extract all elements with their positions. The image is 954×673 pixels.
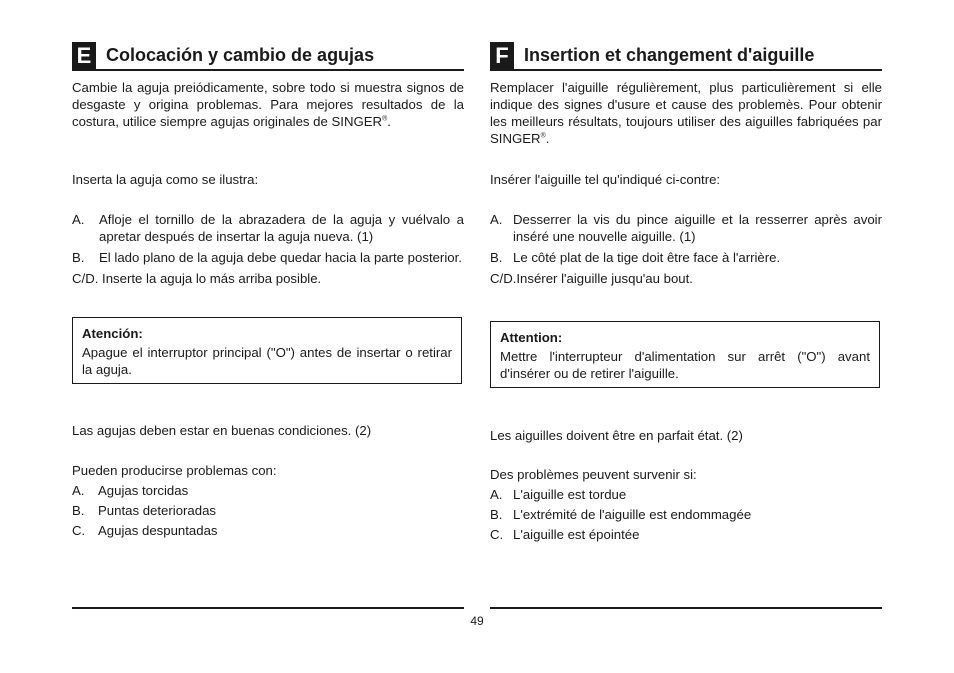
insert-instruction: Insérer l'aiguille tel qu'indiqué ci-contre:	[490, 172, 721, 187]
section-title: Insertion et changement d'aiguille	[524, 45, 815, 65]
notice-text: Apague el interruptor principal ("O") antes de insertar o retirar la aguja.	[82, 345, 452, 377]
language-badge: E	[72, 42, 96, 69]
page-number: 49	[470, 614, 484, 628]
intro-paragraph: Cambie la aguja preiódicamente, sobre todo si muestra signos de desgaste y origina problemas. Para mejores resultados de la costura, utilice siempre agujas originales de SINGER®.	[72, 80, 464, 129]
problems-section	[72, 462, 464, 539]
list-item: B. Puntas deterioradas	[72, 503, 217, 518]
problems-intro: Des problèmes peuvent survenir si:	[490, 467, 697, 482]
list-item: C. Agujas despuntadas	[72, 523, 218, 538]
section-title: Colocación y cambio de agujas	[106, 45, 375, 65]
list-item: A. Desserrer la vis du pince aiguille et la resserrer après avoir inséré une nouvelle aiguille. (1)	[490, 212, 882, 244]
language-badge: F	[490, 42, 514, 69]
problems-section	[490, 466, 882, 543]
section-french	[490, 42, 882, 542]
step-cd: C/D. Inserte la aguja lo más arriba posible.	[72, 271, 322, 286]
condition-line: Les aiguilles doivent être en parfait état. (2)	[490, 428, 743, 443]
step-cd: C/D.Insérer l'aiguille jusqu'au bout.	[490, 271, 693, 286]
notice-title: Atención:	[82, 326, 143, 341]
list-item: B. L'extrémité de l'aiguille est endommagée	[490, 507, 752, 522]
notice-box	[72, 317, 462, 384]
section-header	[490, 42, 882, 71]
footer-rule-right	[490, 607, 882, 609]
intro-paragraph: Remplacer l'aiguille régulièrement, plus particulièrement si elle indique des signes d'usure et cause des problemès. Pour obtenir les meilleurs résultats, toujours utiliser des aiguilles fabriquées par SINGER®.	[490, 80, 882, 146]
section-spanish	[72, 42, 464, 538]
steps-list	[490, 211, 882, 287]
footer-rule-left	[72, 607, 464, 609]
section-header	[72, 42, 464, 71]
list-item: B. El lado plano de la aguja debe quedar hacia la parte posterior.	[72, 250, 462, 265]
list-item: A. L'aiguille est tordue	[490, 487, 627, 502]
notice-title: Attention:	[500, 330, 563, 345]
condition-line: Las agujas deben estar en buenas condiciones. (2)	[72, 423, 372, 438]
notice-box	[490, 321, 880, 388]
list-item: B. Le côté plat de la tige doit être face à l'arrière.	[490, 250, 781, 265]
steps-list	[72, 211, 464, 287]
registered-mark: ®	[540, 132, 546, 140]
list-item: A. Agujas torcidas	[72, 483, 189, 498]
notice-text: Mettre l'interrupteur d'alimentation sur arrêt ("O") avant d'insérer ou de retirer l'aiguille.	[500, 349, 870, 381]
list-item: C. L'aiguille est épointée	[490, 527, 640, 542]
registered-mark: ®	[382, 115, 388, 123]
list-item: A. Afloje el tornillo de la abrazadera de la aguja y vuélvalo a apretar después de insertar la aguja nueva. (1)	[72, 212, 464, 244]
insert-instruction: Inserta la aguja como se ilustra:	[72, 172, 259, 187]
problems-intro: Pueden producirse problemas con:	[72, 463, 277, 478]
